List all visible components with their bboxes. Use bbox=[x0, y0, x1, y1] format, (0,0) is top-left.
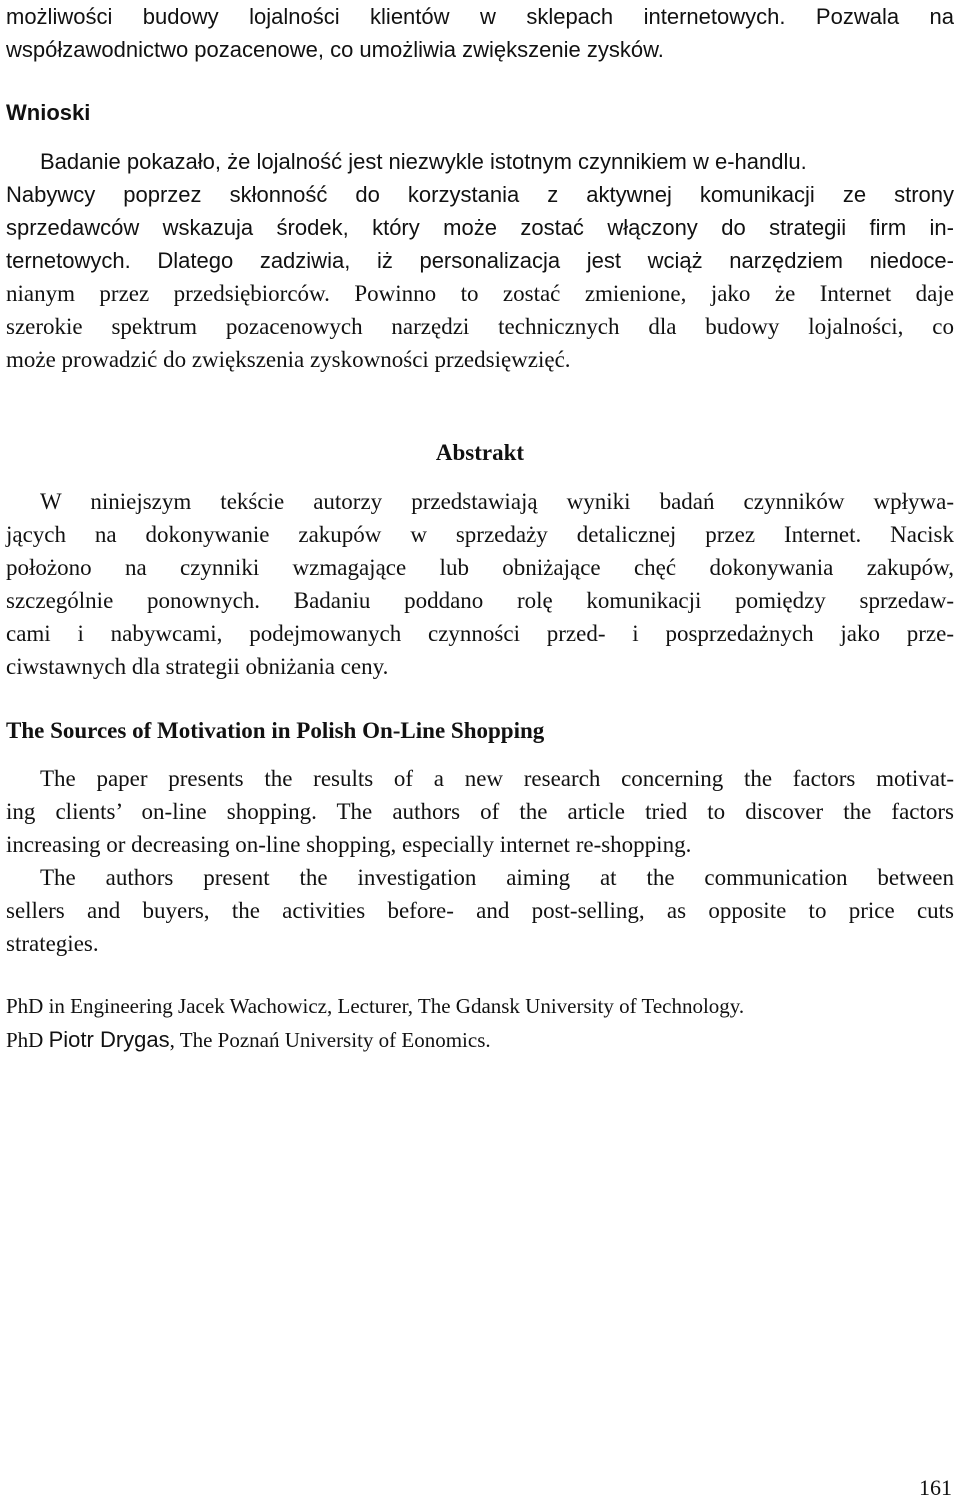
text-line: increasing or decreasing on-line shopping, especially internet re-shopping. bbox=[6, 832, 692, 857]
author-affiliation: , The Poznań University of Eonomics. bbox=[169, 1028, 491, 1052]
text-line: W niniejszym tekście autorzy przedstawiają wyniki badań czynników wpływa- bbox=[40, 489, 954, 514]
text-line: sprzedawców wskazuja środek, który może zostać włączony do strategii firm in- bbox=[6, 215, 954, 240]
text-line: współzawodnictwo pozacenowe, co umożliwia zwiększenie zysków. bbox=[6, 37, 664, 62]
text-line: położono na czynniki wzmagające lub obniżające chęć dokonywania zakupów, bbox=[6, 555, 954, 580]
text-line: jących na dokonywanie zakupów w sprzedaży detalicznej przez Internet. Nacisk bbox=[6, 522, 954, 547]
text-line: ciwstawnych dla strategii obniżania ceny. bbox=[6, 654, 389, 679]
text-line: ternetowych. Dlatego zadziwia, iż personalizacja jest wciąż narzędziem niedoce- bbox=[6, 248, 954, 273]
author-credits bbox=[6, 990, 954, 1057]
abstract-en-paragraph-2 bbox=[6, 861, 954, 960]
english-title: The Sources of Motivation in Polish On-Line Shopping bbox=[6, 718, 545, 743]
page-number: 161 bbox=[919, 1475, 952, 1500]
text-line: strategies. bbox=[6, 931, 99, 956]
text-line: Nabywcy poprzez skłonność do korzystania z aktywnej komunikacji ze strony bbox=[6, 182, 954, 207]
conclusions-paragraph bbox=[6, 145, 954, 277]
author-title: PhD bbox=[6, 1028, 49, 1052]
text-line: sellers and buyers, the activities before- and post-selling, as opposite to price cuts bbox=[6, 898, 954, 923]
abstract-pl-paragraph bbox=[6, 485, 954, 683]
abstract-en-paragraph-1 bbox=[6, 762, 954, 861]
author-name: Piotr Drygas bbox=[48, 1027, 170, 1052]
english-title-section bbox=[6, 714, 954, 747]
text-line: szczególnie ponownych. Badaniu poddano rolę komunikacji pomiędzy sprzedaw- bbox=[6, 588, 954, 613]
text-line: nianym przez przedsiębiorców. Powinno to zostać zmienione, jako że Internet daje bbox=[6, 281, 954, 306]
abstract-heading: Abstrakt bbox=[435, 440, 525, 465]
text-line: ing clients’ on-line shopping. The authors of the article tried to discover the factors bbox=[6, 799, 954, 824]
text-line: Badanie pokazało, że lojalność jest niezwykle istotnym czynnikiem w e-handlu. bbox=[40, 149, 807, 174]
conclusions-paragraph-cont bbox=[6, 277, 954, 376]
text-line: może prowadzić do zwiększenia zyskowności przedsięwzięć. bbox=[6, 347, 571, 372]
text-line: możliwości budowy lojalności klientów w sklepach internetowych. Pozwala na bbox=[6, 4, 954, 29]
text-line: The paper presents the results of a new research concerning the factors motivat- bbox=[40, 766, 954, 791]
text-line: cami i nabywcami, podejmowanych czynności przed- i posprzedażnych jako prze- bbox=[6, 621, 954, 646]
intro-paragraph bbox=[6, 0, 954, 66]
conclusions-section bbox=[6, 96, 954, 129]
text-line: The authors present the investigation aiming at the communication between bbox=[40, 865, 954, 890]
section-heading: Wnioski bbox=[6, 100, 91, 125]
author-credit-line bbox=[6, 1023, 954, 1057]
text-line: szerokie spektrum pozacenowych narzędzi technicznych dla budowy lojalności, co bbox=[6, 314, 954, 339]
author-credit-line: PhD in Engineering Jacek Wachowicz, Lecturer, The Gdansk University of Technology. bbox=[6, 994, 745, 1018]
